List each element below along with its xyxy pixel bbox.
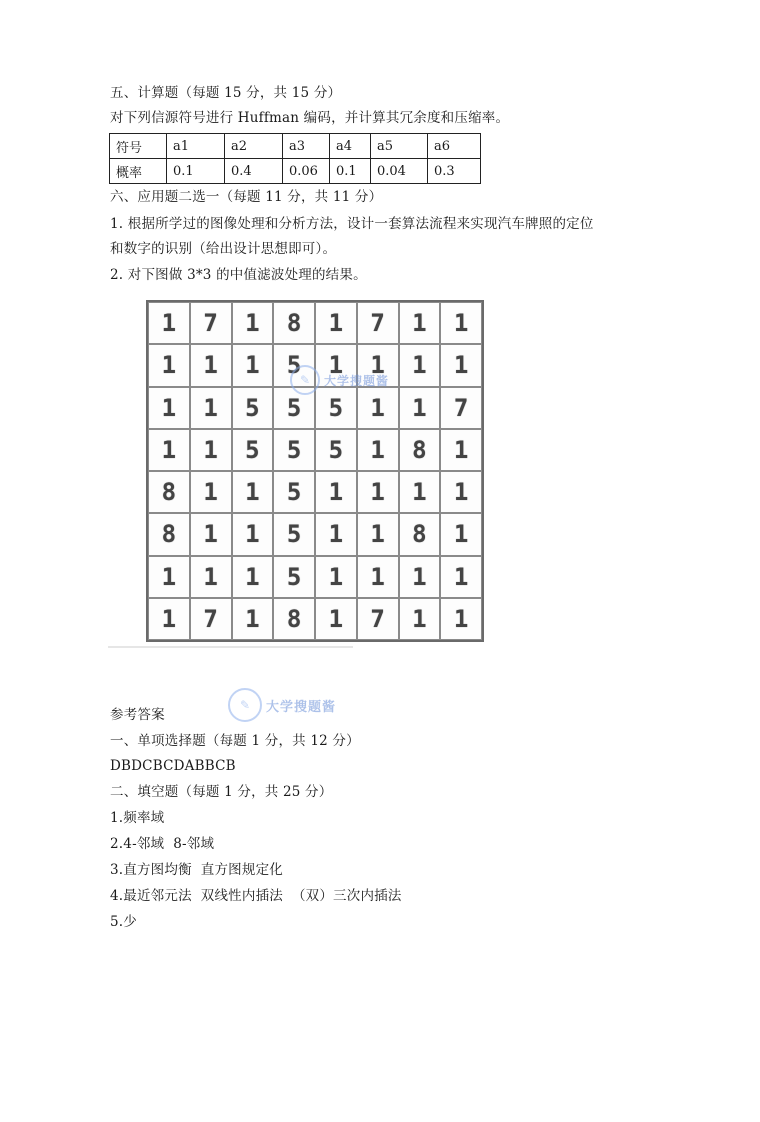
table-cell: 0.4 xyxy=(225,159,283,184)
grid-cell: 1 xyxy=(357,344,399,386)
grid-cell: 1 xyxy=(440,429,482,471)
answer-item: 2.4-邻域 8-邻域 xyxy=(110,836,215,852)
grid-cell: 1 xyxy=(440,302,482,344)
grid-cell: 1 xyxy=(148,556,190,598)
grid-cell: 1 xyxy=(315,302,357,344)
grid-cell: 1 xyxy=(190,556,232,598)
grid-cell: 1 xyxy=(148,302,190,344)
grid-cell: 7 xyxy=(440,387,482,429)
grid-cell: 5 xyxy=(273,556,315,598)
grid-cell: 1 xyxy=(148,429,190,471)
table-cell: a6 xyxy=(428,134,481,159)
grid-cell: 5 xyxy=(273,471,315,513)
grid-cell: 1 xyxy=(190,387,232,429)
grid-cell: 5 xyxy=(273,429,315,471)
answers-part1-heading: 一、单项选择题（每题 1 分，共 12 分） xyxy=(110,733,360,749)
table-cell: 0.06 xyxy=(283,159,330,184)
grid-cell: 5 xyxy=(273,344,315,386)
pixel-grid-image xyxy=(146,300,484,642)
grid-cell: 1 xyxy=(399,598,441,640)
grid-cell: 1 xyxy=(357,513,399,555)
grid-cell: 8 xyxy=(399,513,441,555)
grid-cell: 1 xyxy=(399,387,441,429)
grid-cell: 8 xyxy=(148,471,190,513)
grid-cell: 1 xyxy=(232,513,274,555)
grid-cell: 1 xyxy=(440,598,482,640)
watermark-text: 大学搜题酱 xyxy=(266,699,337,715)
grid-cell: 5 xyxy=(232,429,274,471)
table-cell: a2 xyxy=(225,134,283,159)
grid-cell: 1 xyxy=(440,513,482,555)
grid-cell: 1 xyxy=(399,556,441,598)
grid-cell: 1 xyxy=(232,598,274,640)
watermark xyxy=(228,688,336,722)
section6-q2: 2. 对下图做 3*3 的中值滤波处理的结果。 xyxy=(110,267,367,283)
section5-heading: 五、计算题（每题 15 分，共 15 分） xyxy=(110,85,342,101)
grid-cell: 1 xyxy=(315,556,357,598)
grid-cell: 1 xyxy=(357,471,399,513)
answer-item: 4.最近邻元法 双线性内插法 （双）三次内插法 xyxy=(110,888,402,904)
table-cell: a1 xyxy=(167,134,225,159)
image-shadow xyxy=(108,646,353,648)
grid-cell: 1 xyxy=(399,302,441,344)
grid-cell: 1 xyxy=(190,429,232,471)
table-cell: a3 xyxy=(283,134,330,159)
grid-cell: 5 xyxy=(273,387,315,429)
answer-item: 1.频率域 xyxy=(110,810,165,826)
table-cell: 概率 xyxy=(110,159,167,184)
grid-cell: 7 xyxy=(190,302,232,344)
grid-cell: 1 xyxy=(232,471,274,513)
watermark-text: 大学搜题酱 xyxy=(324,373,390,388)
grid-cell: 7 xyxy=(357,302,399,344)
grid-cell: 5 xyxy=(315,429,357,471)
answer-item: 3.直方图均衡 直方图规定化 xyxy=(110,862,283,878)
answers-part1-answer: DBDCBCDABBCB xyxy=(110,758,236,774)
grid-cell: 1 xyxy=(357,387,399,429)
answers-part2-heading: 二、填空题（每题 1 分，共 25 分） xyxy=(110,784,333,800)
grid-cell: 8 xyxy=(273,598,315,640)
grid-cell: 5 xyxy=(232,387,274,429)
watermark xyxy=(290,365,389,395)
section6-heading: 六、应用题二选一（每题 11 分，共 11 分） xyxy=(110,189,383,205)
grid-cell: 1 xyxy=(440,556,482,598)
table-cell: 0.1 xyxy=(167,159,225,184)
grid-cell: 8 xyxy=(399,429,441,471)
grid-cell: 7 xyxy=(190,598,232,640)
watermark-logo-icon: ✎ xyxy=(228,688,262,722)
grid-cell: 1 xyxy=(232,556,274,598)
section6-q1-line2: 和数字的识别（给出设计思想即可）。 xyxy=(110,241,337,257)
grid-cell: 1 xyxy=(232,344,274,386)
section6-q1-line1: 1. 根据所学过的图像处理和分析方法，设计一套算法流程来实现汽车牌照的定位 xyxy=(110,216,594,232)
grid-cell: 1 xyxy=(190,344,232,386)
table-cell: 0.04 xyxy=(371,159,428,184)
grid-cell: 1 xyxy=(315,513,357,555)
grid-cell: 1 xyxy=(232,302,274,344)
grid-cell: 1 xyxy=(148,344,190,386)
grid-cell: 1 xyxy=(440,344,482,386)
grid-cell: 1 xyxy=(399,471,441,513)
grid-cell: 5 xyxy=(273,513,315,555)
grid-cell: 1 xyxy=(148,387,190,429)
grid-cell: 1 xyxy=(357,429,399,471)
grid-cell: 1 xyxy=(315,344,357,386)
watermark-logo-icon: ✎ xyxy=(290,365,320,395)
grid-cell: 8 xyxy=(148,513,190,555)
table-cell: 符号 xyxy=(110,134,167,159)
grid-cell: 1 xyxy=(357,556,399,598)
grid-cell: 1 xyxy=(315,598,357,640)
table-cell: a4 xyxy=(330,134,371,159)
grid-cell: 1 xyxy=(399,344,441,386)
grid-cell: 1 xyxy=(315,471,357,513)
table-cell: 0.3 xyxy=(428,159,481,184)
answers-title: 参考答案 xyxy=(110,707,165,723)
table-row xyxy=(110,134,481,159)
table-cell: 0.1 xyxy=(330,159,371,184)
answer-item: 5.少 xyxy=(110,914,137,930)
grid-cell: 8 xyxy=(273,302,315,344)
grid-cell: 1 xyxy=(440,471,482,513)
table-cell: a5 xyxy=(371,134,428,159)
grid-cell: 1 xyxy=(190,513,232,555)
grid-cell: 7 xyxy=(357,598,399,640)
grid-cell: 1 xyxy=(148,598,190,640)
section5-question: 对下列信源符号进行 Huffman 编码，并计算其冗余度和压缩率。 xyxy=(110,110,510,126)
grid-cell: 5 xyxy=(315,387,357,429)
table-row xyxy=(110,159,481,184)
probability-table xyxy=(109,133,481,184)
grid-cell: 1 xyxy=(190,471,232,513)
